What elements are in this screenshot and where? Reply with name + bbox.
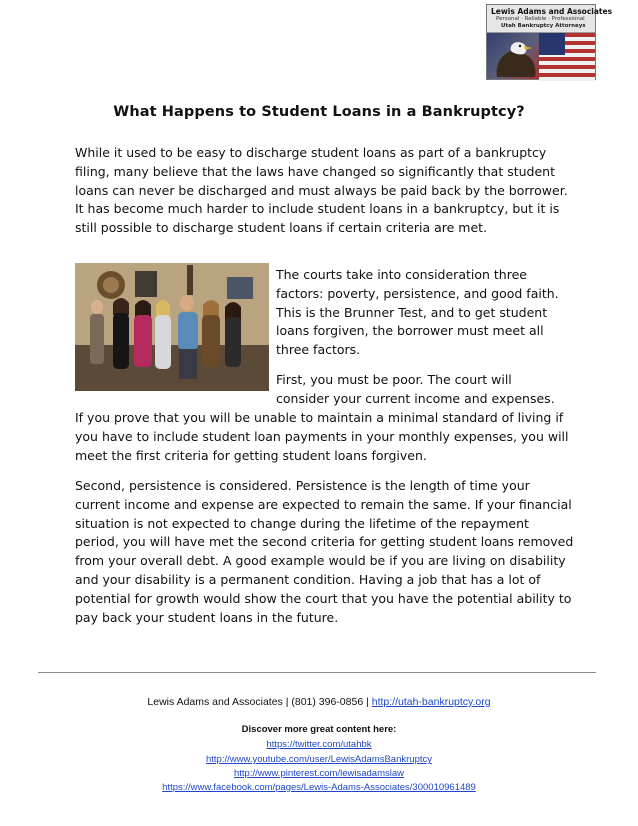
footer-contact-text: Lewis Adams and Associates | (801) 396-0856 |	[147, 696, 369, 708]
second-paragraph: Second, persistence is considered. Persistence is the length of time your current income and expense are expected to remain the same. If your financial situation is not expected to change during the lifetime of the repayment period, you will have met the second criteria for getting student loans removed from your overall debt. A good example would be if you are living on disability and your disability is a permanent condition. Having a job that has a lot of potential for growth would show the court that you have the potential ability to pay back your student loans in the future.	[75, 478, 574, 625]
youtube-link[interactable]: http://www.youtube.com/user/LewisAdamsBankruptcy	[206, 754, 432, 765]
logo-company-name: Lewis Adams and Associates	[491, 7, 613, 16]
first-paragraph-continuation: If you prove that you will be unable to maintain a minimal standard of living if you have to include student loan payments in your monthly expenses, you will meet the first criteria for getting student loans forgiven.	[75, 410, 569, 463]
flag-canton	[539, 33, 565, 55]
website-link[interactable]: http://utah-bankruptcy.org	[371, 696, 491, 708]
intro-paragraph: While it used to be easy to discharge student loans as part of a bankruptcy filing, many believe that the laws have changed so significantly that student loans can never be discharged and must always be paid back by the borrower. It has become much harder to include student loans in a bankruptcy, but it is still possible to discharge student loans if certain criteria are met.	[75, 145, 568, 236]
eagle-icon	[491, 37, 541, 79]
first-paragraph-start: First, you must be poor. The court will consider your current income and expenses.	[276, 372, 555, 406]
article-title: What Happens to Student Loans in a Bankruptcy?	[113, 104, 525, 120]
logo-tagline: Personal · Reliable · Professional	[496, 16, 585, 22]
footer-contact	[0, 696, 638, 708]
group-photo-illustration	[75, 263, 269, 391]
facebook-link[interactable]: https://www.facebook.com/pages/Lewis-Adams-Associates/300010961489	[162, 782, 476, 793]
logo-subtitle: Utah Bankruptcy Attorneys	[501, 23, 586, 29]
company-logo	[486, 4, 613, 80]
logo-banner	[487, 5, 613, 33]
twitter-link[interactable]: https://twitter.com/utahbk	[266, 739, 372, 750]
footer-divider	[38, 672, 596, 673]
discover-heading: Discover more great content here:	[241, 724, 397, 735]
brunner-test-paragraph: The courts take into consideration three factors: poverty, persistence, and good faith. This is the Brunner Test, and to get student loans forgiven, the borrower must meet all three factors.	[276, 267, 559, 358]
staff-photo	[75, 263, 269, 391]
pinterest-link[interactable]: http://www.pinterest.com/lewisadamslaw	[233, 768, 404, 779]
